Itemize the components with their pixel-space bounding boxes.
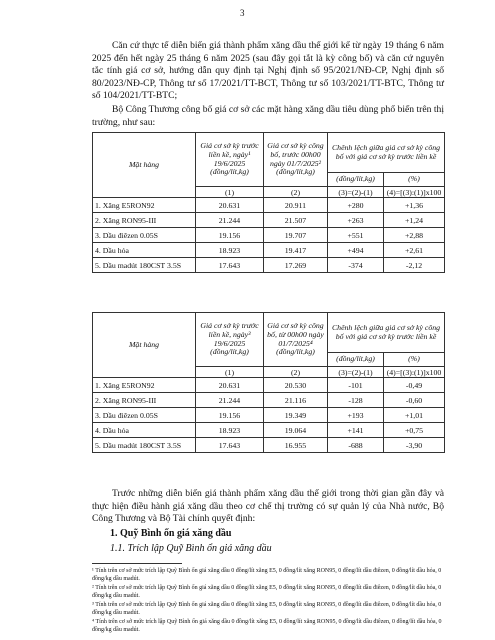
row-pct: +1,36 <box>384 198 445 213</box>
row-curr: 17.269 <box>264 258 328 273</box>
row-curr: 16.955 <box>264 438 328 453</box>
table-row <box>93 243 445 258</box>
row-diff: -374 <box>328 258 384 273</box>
row-name: 5. Dầu madút 180CST 3.5S <box>93 438 196 453</box>
row-name: 4. Dầu hỏa <box>93 423 196 438</box>
footnote: ¹ Tính trên cơ sở mức trích lập Quỹ Bình ổn giá xăng dầu 0 đồng/lít xăng E5, 0 đồng/lít xăng RON95, 0 đồng/lít dầu điêzen, 0 đồng/lít dầu hỏa, 0 đồng/kg dầu madút. <box>92 568 442 582</box>
intro-paragraph: Căn cứ thực tế diễn biến giá thành phẩm xăng dầu thế giới kể từ ngày 19 tháng 6 năm 2025 đến hết ngày 25 tháng 6 năm 2025 (sau đây gọi tắt là kỳ công bố) và căn cứ nguyên tắc tính giá cơ sở, hướng dẫn quy định tại Nghị định số 95/2021/NĐ-CP, Nghị định số 80/2023/NĐ-CP, Thông tư số 17/2021/TT-BCT, Thông tư số 103/2021/TT-BTC, Thông tư số 104/2021/TT-BTC; <box>92 40 444 102</box>
row-curr: 19.064 <box>264 423 328 438</box>
footnote: ² Tính trên cơ sở mức trích lập Quỹ Bình ổn giá xăng dầu 0 đồng/lít xăng E5, 0 đồng/lít xăng RON95, 0 đồng/lít dầu điêzen, 0 đồng/lít dầu hỏa, 0 đồng/kg dầu madút. <box>92 585 442 599</box>
row-diff: +263 <box>328 213 384 228</box>
row-prev: 21.244 <box>196 393 264 408</box>
table-row <box>93 378 445 393</box>
table-row <box>93 438 445 453</box>
row-diff: -688 <box>328 438 384 453</box>
table-row <box>93 258 445 273</box>
row-name: 1. Xăng E5RON92 <box>93 198 196 213</box>
footnote: ³ Tính trên cơ sở mức trích lập Quỹ Bình ổn giá xăng dầu 0 đồng/lít xăng E5, 0 đồng/lít xăng RON95, 0 đồng/lít dầu điêzen, 0 đồng/lít dầu hỏa, 0 đồng/kg dầu madút. <box>92 602 442 616</box>
row-prev: 21.244 <box>196 213 264 228</box>
row-curr: 19.417 <box>264 243 328 258</box>
col-label: (1) <box>196 367 264 378</box>
row-name: 2. Xăng RON95-III <box>93 393 196 408</box>
subsection-heading: 1.1. Trích lập Quỹ Bình ổn giá xăng dầu <box>110 543 272 554</box>
section-heading: 1. Quỹ Bình ổn giá xăng dầu <box>110 528 232 539</box>
row-prev: 19.156 <box>196 228 264 243</box>
table-row <box>93 408 445 423</box>
row-prev: 18.923 <box>196 423 264 438</box>
row-curr: 21.507 <box>264 213 328 228</box>
table-row <box>93 393 445 408</box>
row-curr: 20.530 <box>264 378 328 393</box>
col-label: (3)=(2)-(1) <box>328 187 384 198</box>
col-label: (4)=[(3):(1)]x100 <box>384 187 445 198</box>
col-label: (4)=[(3):(1)]x100 <box>384 367 445 378</box>
row-diff: -128 <box>328 393 384 408</box>
header-current-price: Giá cơ sở kỳ công bố, trước 00h00 ngày 01/7/2025² (đồng/lít,kg) <box>264 133 328 187</box>
header-current-price: Giá cơ sở kỳ công bố, từ 00h00 ngày 01/7/2025⁴ (đồng/lít,kg) <box>264 313 328 367</box>
footnote: ⁴ Tính trên cơ sở mức trích lập Quỹ Bình ổn giá xăng dầu 0 đồng/lít xăng E5, 0 đồng/lít xăng RON95, 0 đồng/lít dầu điêzen, 0 đồng/lít dầu hỏa, 0 đồng/kg dầu madút. <box>92 619 442 633</box>
row-diff: +141 <box>328 423 384 438</box>
header-diff-abs: (đồng/lít,kg) <box>328 353 384 367</box>
row-curr: 19.707 <box>264 228 328 243</box>
row-curr: 21.116 <box>264 393 328 408</box>
row-diff: +280 <box>328 198 384 213</box>
row-name: 2. Xăng RON95-III <box>93 213 196 228</box>
row-prev: 20.631 <box>196 198 264 213</box>
row-pct: -0,49 <box>384 378 445 393</box>
header-prev-price: Giá cơ sở kỳ trước liền kề, ngày³ 19/6/2025 (đồng/lít,kg) <box>196 313 264 367</box>
row-pct: +1,01 <box>384 408 445 423</box>
row-name: 1. Xăng E5RON92 <box>93 378 196 393</box>
header-prev-price: Giá cơ sở kỳ trước liền kề, ngày¹ 19/6/2025 (đồng/lít,kg) <box>196 133 264 187</box>
row-diff: -101 <box>328 378 384 393</box>
row-pct: -2,12 <box>384 258 445 273</box>
row-pct: +0,75 <box>384 423 445 438</box>
row-name: 3. Dầu điêzen 0.05S <box>93 228 196 243</box>
row-diff: +193 <box>328 408 384 423</box>
table-row <box>93 198 445 213</box>
page-number: 3 <box>240 8 245 18</box>
footnote-divider <box>92 563 182 564</box>
header-item: Mặt hàng <box>93 313 196 378</box>
header-diff-abs: (đồng/lít,kg) <box>328 173 384 187</box>
row-prev: 17.643 <box>196 438 264 453</box>
header-diff-pct: (%) <box>384 353 445 367</box>
table-row <box>93 213 445 228</box>
header-diff-pct: (%) <box>384 173 445 187</box>
col-label: (1) <box>196 187 264 198</box>
header-difference: Chênh lệch giữa giá cơ sở kỳ công bố với giá cơ sở kỳ trước liền kề <box>328 313 445 353</box>
row-pct: +1,24 <box>384 213 445 228</box>
header-item: Mặt hàng <box>93 133 196 198</box>
row-pct: +2,88 <box>384 228 445 243</box>
row-diff: +551 <box>328 228 384 243</box>
row-prev: 17.643 <box>196 258 264 273</box>
row-pct: +2,61 <box>384 243 445 258</box>
table-row <box>93 228 445 243</box>
row-name: 4. Dầu hỏa <box>93 243 196 258</box>
col-label: (2) <box>264 187 328 198</box>
row-curr: 20.911 <box>264 198 328 213</box>
row-pct: -0,60 <box>384 393 445 408</box>
row-pct: -3,90 <box>384 438 445 453</box>
announce-paragraph: Bộ Công Thương công bố giá cơ sở các mặt hàng xăng dầu tiêu dùng phổ biến trên thị trường, như sau: <box>92 104 444 128</box>
row-prev: 18.923 <box>196 243 264 258</box>
price-table-after <box>92 312 445 453</box>
row-prev: 20.631 <box>196 378 264 393</box>
header-difference: Chênh lệch giữa giá cơ sở kỳ công bố với giá cơ sở kỳ trước liền kề <box>328 133 445 173</box>
col-label: (2) <box>264 367 328 378</box>
col-label: (3)=(2)-(1) <box>328 367 384 378</box>
row-diff: +494 <box>328 243 384 258</box>
price-table-before <box>92 132 445 273</box>
row-name: 3. Dầu điêzen 0.05S <box>93 408 196 423</box>
row-name: 5. Dầu madút 180CST 3.5S <box>93 258 196 273</box>
table-row <box>93 423 445 438</box>
row-curr: 19.349 <box>264 408 328 423</box>
decision-paragraph: Trước những diễn biến giá thành phẩm xăng dầu thế giới trong thời gian gần đây và thực hiện điều hành giá xăng dầu theo cơ chế thị trường có sự quản lý của Nhà nước, Bộ Công Thương và Bộ Tài chính quyết định: <box>92 488 444 525</box>
row-prev: 19.156 <box>196 408 264 423</box>
